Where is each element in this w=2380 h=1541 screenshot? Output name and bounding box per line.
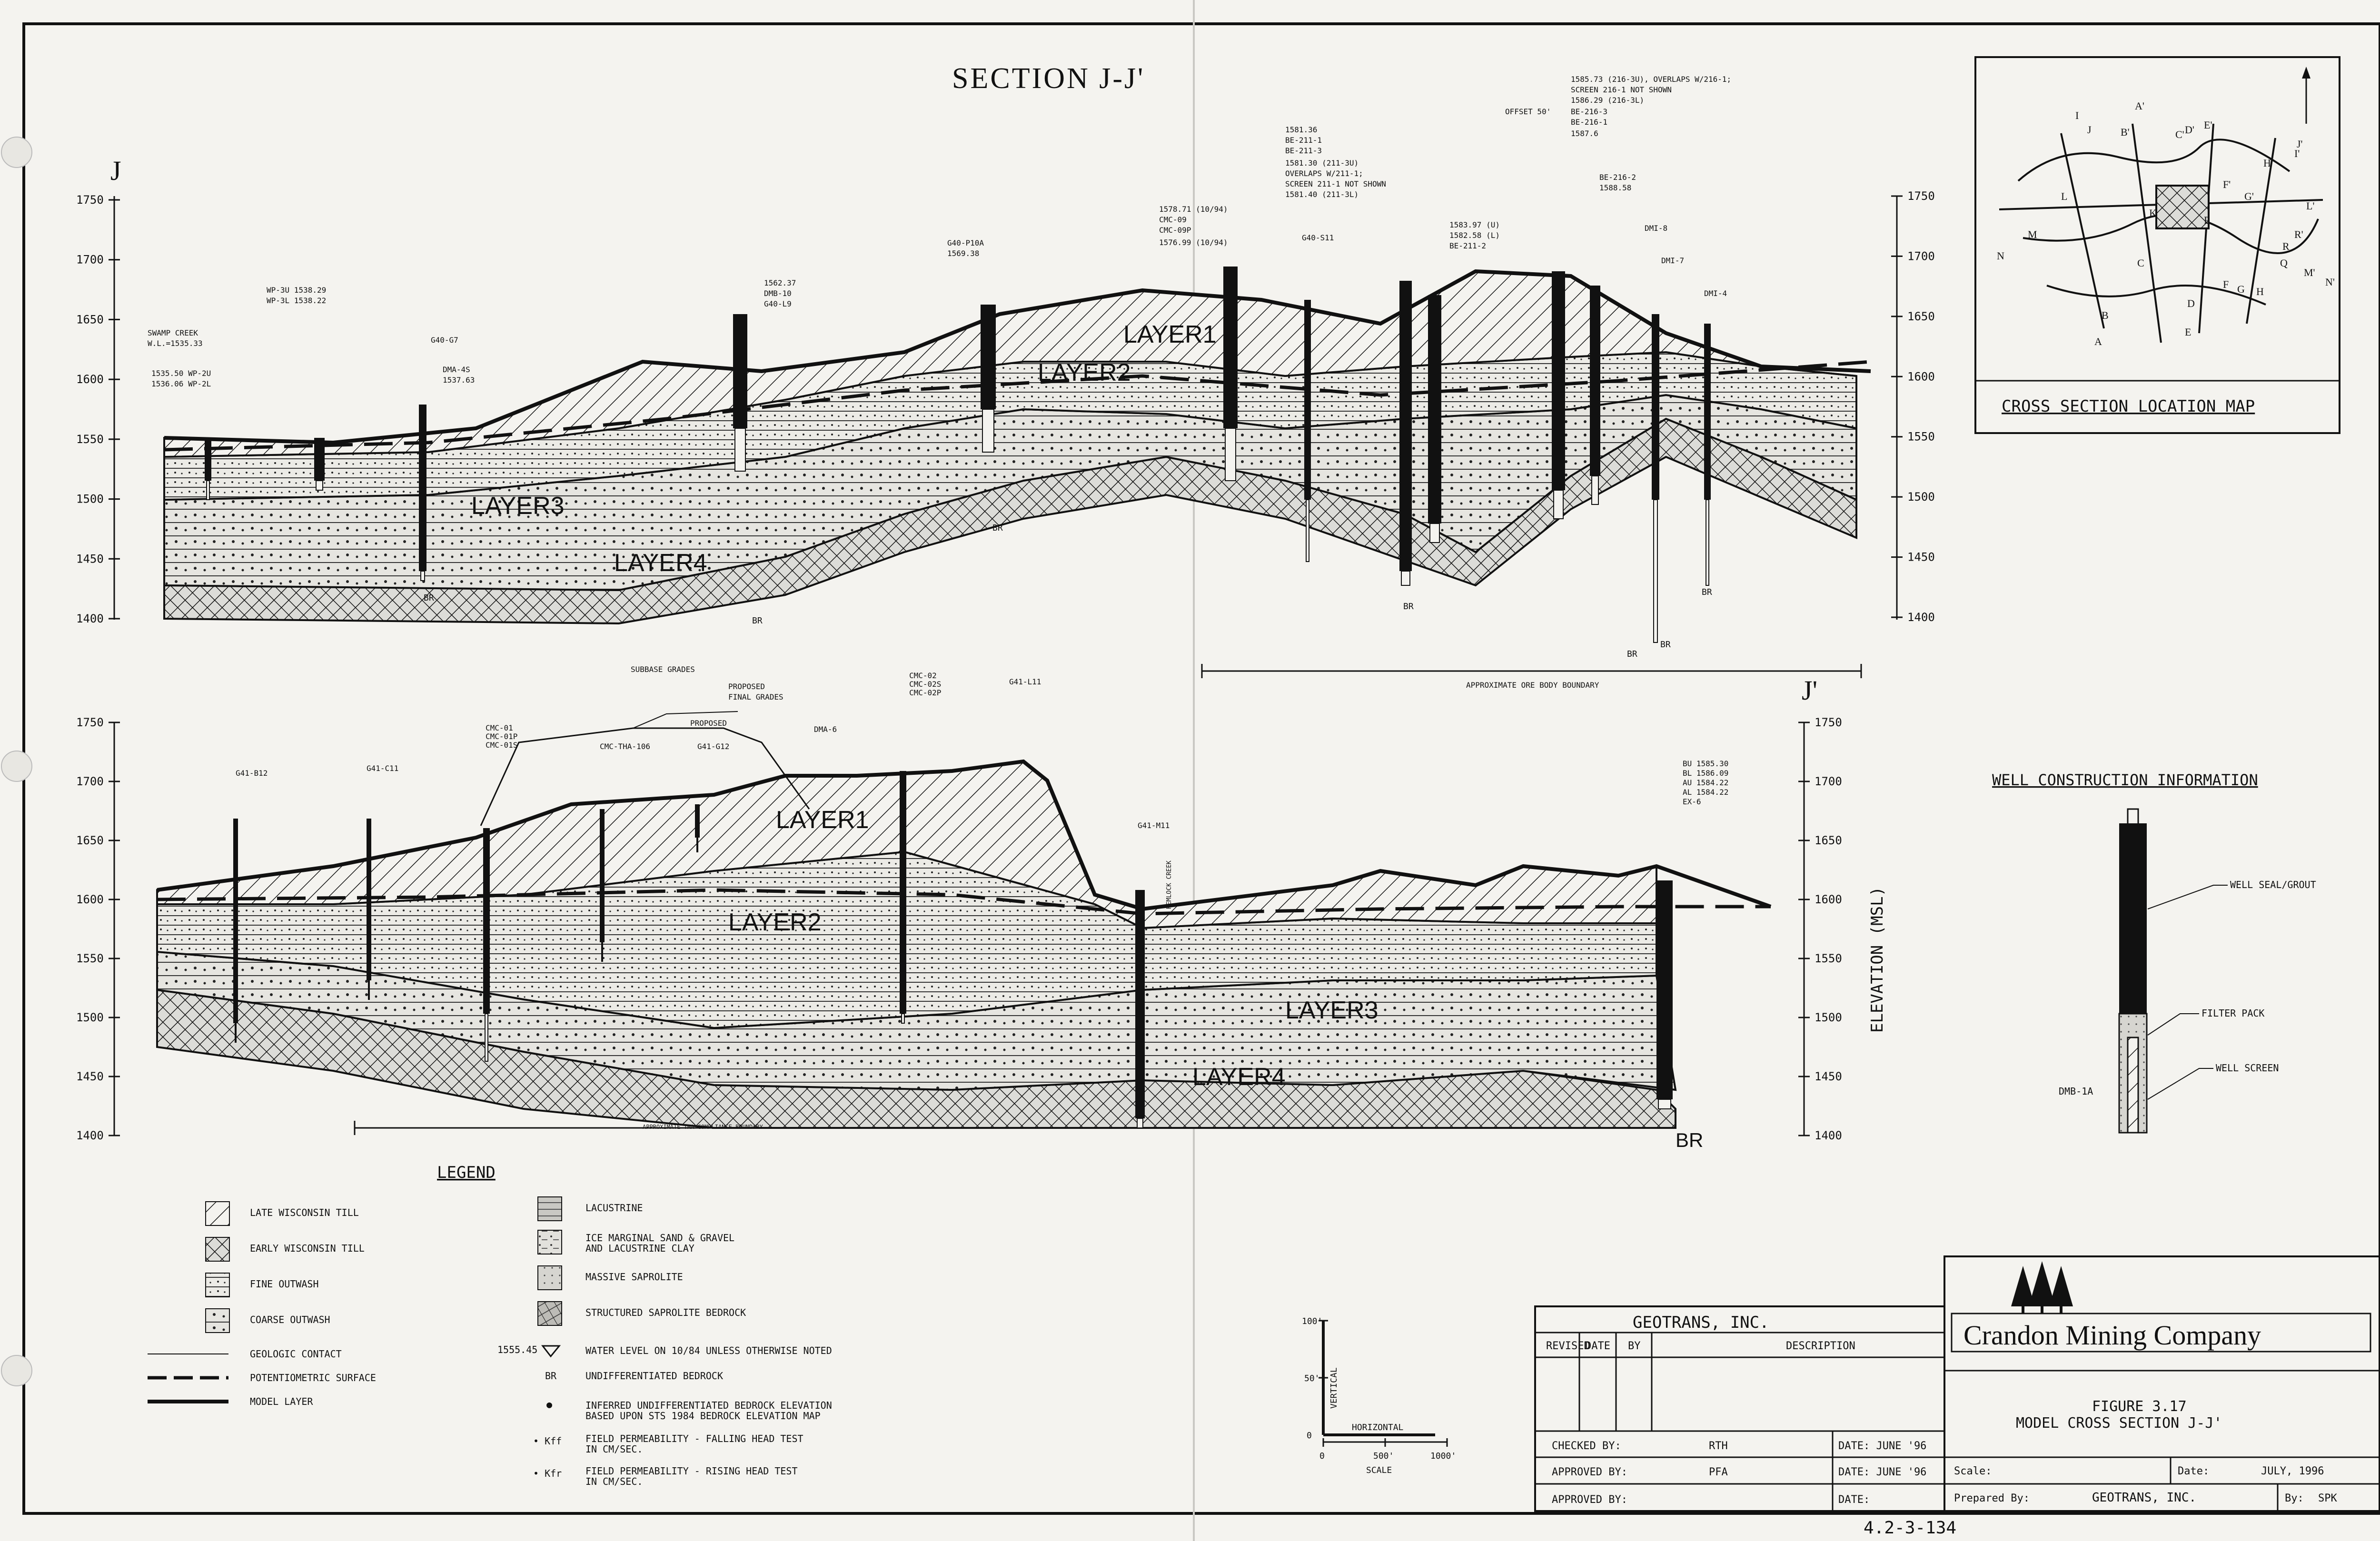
checked-label: CHECKED BY: — [1552, 1440, 1621, 1452]
upper-cross-section — [76, 75, 1935, 690]
elevation-tick-label: 1600 — [76, 373, 104, 386]
well-screen — [902, 1014, 904, 1023]
map-section-letter: J — [2087, 124, 2092, 136]
well-label: CMC-02S — [909, 680, 942, 689]
well-screen — [602, 942, 603, 961]
well-label: 1581.30 (211-3U) — [1285, 158, 1359, 168]
location-map — [1975, 57, 2340, 433]
lower-layer4-label: LAYER4 — [1192, 1063, 1286, 1091]
well-casing — [1590, 286, 1600, 476]
br-label: BR — [1660, 640, 1671, 650]
legend-item: INFERRED UNDIFFERENTIATED BEDROCK ELEVATION — [585, 1400, 832, 1411]
map-section-letter: A' — [2135, 100, 2144, 112]
legend-symbol: BR — [545, 1370, 557, 1382]
map-section-letter: H — [2256, 286, 2264, 297]
by-value: SPK — [2318, 1492, 2337, 1504]
date-label: Date: — [2178, 1465, 2210, 1477]
elevation-tick-label: 1400 — [76, 1129, 104, 1142]
well-label: G40-P10A — [947, 238, 984, 247]
legend-item: ICE MARGINAL SAND & GRAVEL — [585, 1232, 735, 1244]
map-section-letter: N' — [2325, 276, 2335, 288]
well-label: CMC-01S — [486, 741, 518, 750]
checked-date: DATE: JUNE '96 — [1838, 1440, 1927, 1452]
binder-hole — [1, 137, 32, 168]
legend-item: IN CM/SEC. — [585, 1476, 643, 1487]
well-label: AU 1584.22 — [1683, 778, 1729, 787]
br-label: BR — [1676, 1129, 1704, 1151]
legend-title: LEGEND — [437, 1163, 496, 1182]
upper-layer1-label: LAYER1 — [1123, 321, 1217, 348]
well-label: CMC-THA-106 — [600, 742, 650, 751]
filter-pack-label: FILTER PACK — [2202, 1008, 2265, 1019]
map-section-letter: G — [2237, 283, 2245, 295]
well-screen — [1225, 428, 1236, 481]
well-label: SCREEN 211-1 NOT SHOWN — [1285, 179, 1386, 188]
well-label: 1581.40 (211-3L) — [1285, 190, 1359, 199]
location-map-title: CROSS SECTION LOCATION MAP — [2002, 397, 2255, 416]
well-label: WP-3U 1538.29 — [267, 286, 327, 295]
well-casing — [1552, 271, 1565, 490]
well-label: 1535.50 WP-2U — [151, 369, 211, 378]
legend-item: STRUCTURED SAPROLITE BEDROCK — [585, 1307, 746, 1318]
well-casing — [205, 438, 211, 481]
scale-horizontal-tick: 500' — [1373, 1451, 1394, 1461]
section-title: SECTION J-J' — [952, 62, 1145, 95]
well-label: BL 1586.09 — [1683, 769, 1729, 778]
elevation-tick-label: 1650 — [76, 834, 104, 847]
well-label: DMB-10 — [764, 289, 792, 298]
well-label: 1588.58 — [1599, 183, 1632, 192]
figure-number: FIGURE 3.17 — [2092, 1398, 2187, 1415]
elevation-tick-label: 1650 — [76, 313, 104, 326]
elevation-tick-label: 1750 — [76, 193, 104, 207]
well-casing — [314, 438, 325, 481]
well-screen — [1137, 1118, 1143, 1128]
elevation-tick-label: 1550 — [76, 432, 104, 446]
creek-label: HEMLOCK CREEK — [1166, 860, 1173, 909]
legend-symbol: ● — [546, 1399, 553, 1410]
elevation-tick-label: 1650 — [1815, 834, 1842, 847]
approved-date: DATE: JUNE '96 — [1838, 1466, 1927, 1478]
elevation-tick-label: 1750 — [1907, 189, 1935, 203]
well-label: 1578.71 (10/94) — [1159, 205, 1228, 214]
map-section-letter: F' — [2223, 178, 2231, 190]
elevation-tick-label: 1450 — [76, 552, 104, 566]
well-label: DMA-4S — [443, 365, 470, 374]
elevation-tick-label: 1450 — [1907, 550, 1935, 564]
annotation-proposed-2: PROPOSED — [690, 719, 727, 728]
well-label: 1581.36 — [1285, 125, 1318, 134]
legend-item: MODEL LAYER — [250, 1396, 313, 1407]
br-label: BR — [992, 523, 1003, 533]
elevation-axis-title: ELEVATION (MSL) — [1868, 886, 1887, 1033]
well-label: SWAMP CREEK — [148, 328, 198, 337]
map-section-letter: C — [2137, 257, 2144, 269]
elevation-tick-label: 1550 — [1907, 430, 1935, 444]
well-construction-title: WELL CONSTRUCTION INFORMATION — [1992, 771, 2258, 789]
well-screen — [697, 838, 698, 852]
annotation-final-grades: FINAL GRADES — [728, 692, 783, 701]
elevation-tick-label: 1450 — [1815, 1070, 1842, 1083]
well-label: DMA-6 — [814, 725, 837, 734]
map-section-letter: F — [2223, 278, 2229, 290]
checked-value: RTH — [1709, 1440, 1728, 1452]
well-label: BE-211-3 — [1285, 146, 1322, 155]
well-casing — [695, 804, 700, 838]
map-section-letter: I — [2075, 109, 2079, 121]
well-label: CMC-09 — [1159, 215, 1187, 224]
well-screen — [316, 481, 323, 490]
elevation-tick-label: 1500 — [76, 1011, 104, 1024]
elevation-tick-label: 1400 — [1815, 1129, 1842, 1142]
legend-item: UNDIFFERENTIATED BEDROCK — [585, 1370, 723, 1382]
prepared-label: Prepared By: — [1954, 1492, 2030, 1504]
well-casing — [1428, 295, 1441, 524]
well-label: SCREEN 216-1 NOT SHOWN — [1571, 85, 1672, 94]
well-label: EX-6 — [1683, 797, 1701, 806]
tma-boundary-label: APPROXIMATE TMA COMPLIANCE BOUNDARY — [643, 1124, 763, 1130]
well-label: 1569.38 — [947, 249, 980, 258]
legend-item: FIELD PERMEABILITY - RISING HEAD TEST — [585, 1465, 798, 1477]
scale-word: SCALE — [1366, 1465, 1392, 1475]
legend-item: LACUSTRINE — [585, 1202, 643, 1214]
map-section-letter: B' — [2121, 126, 2130, 138]
scale-label: Scale: — [1954, 1465, 1992, 1477]
scale-horizontal-title: HORIZONTAL — [1352, 1422, 1404, 1432]
map-section-letter: L — [2061, 190, 2068, 202]
well-label: 1576.99 (10/94) — [1159, 238, 1228, 247]
well-screen-label: WELL SCREEN — [2216, 1062, 2279, 1074]
well-casing — [1304, 300, 1311, 500]
location-map-roads — [1999, 124, 2323, 343]
title-block — [1535, 1256, 2380, 1511]
legend-item: EARLY WISCONSIN TILL — [250, 1243, 365, 1254]
well-label: CMC-09P — [1159, 226, 1191, 235]
well-casing — [1135, 890, 1145, 1118]
br-label: BR — [1403, 602, 1414, 612]
well-label: BE-216-1 — [1571, 118, 1608, 127]
map-section-letter: G' — [2244, 190, 2254, 202]
map-section-letter: M — [2028, 228, 2037, 240]
elevation-tick-label: 1600 — [1815, 893, 1842, 906]
scale-bar — [1302, 1316, 1456, 1475]
scale-vertical-tick: 100' — [1302, 1316, 1323, 1326]
legend-item: GEOLOGIC CONTACT — [250, 1348, 342, 1360]
annotation-proposed: PROPOSED — [728, 682, 765, 691]
elevation-tick-label: 1700 — [1815, 775, 1842, 788]
well-label: CMC-01P — [486, 732, 518, 741]
legend-item: POTENTIOMETRIC SURFACE — [250, 1372, 376, 1383]
lower-cross-section — [76, 665, 1887, 1151]
well-screen — [982, 409, 994, 452]
well-casing — [1652, 314, 1659, 500]
well-screen — [1401, 571, 1410, 585]
well-screen — [1658, 1099, 1671, 1109]
map-section-letter: R — [2282, 240, 2290, 252]
elevation-tick-label: 1600 — [1907, 370, 1935, 384]
well-label: BE-216-2 — [1599, 173, 1636, 182]
well-label: BU 1585.30 — [1683, 759, 1729, 768]
well-name-label: DMB-1A — [2059, 1086, 2093, 1097]
prepared-value: GEOTRANS, INC. — [2092, 1491, 2197, 1505]
well-label: 1587.6 — [1571, 129, 1598, 138]
map-section-letter: N — [1997, 250, 2004, 262]
legend-item: FINE OUTWASH — [250, 1278, 319, 1290]
well-label: 1562.37 — [764, 278, 796, 287]
br-label: BR — [424, 593, 434, 603]
legend-item: LATE WISCONSIN TILL — [250, 1207, 359, 1218]
map-section-letter: D — [2187, 297, 2195, 309]
legend-item: MASSIVE SAPROLITE — [585, 1271, 683, 1283]
well-label: 1583.97 (U) — [1449, 220, 1500, 229]
well-casing — [233, 819, 238, 1023]
well-label: DMI-7 — [1661, 256, 1685, 265]
revision-header: DESCRIPTION — [1786, 1340, 1855, 1352]
title-firm: GEOTRANS, INC. — [1633, 1313, 1769, 1332]
legend-item: BASED UPON STS 1984 BEDROCK ELEVATION MAP — [585, 1410, 821, 1422]
binder-hole — [1, 1355, 32, 1386]
figure-title: MODEL CROSS SECTION J-J' — [2016, 1415, 2222, 1432]
legend-item: COARSE OUTWASH — [250, 1314, 330, 1325]
legend-item: AND LACUSTRINE CLAY — [585, 1243, 694, 1254]
well-casing — [483, 828, 490, 1014]
map-section-letter: P — [2204, 214, 2210, 226]
well-screen — [485, 1014, 488, 1061]
well-label: OVERLAPS W/211-1; — [1285, 169, 1363, 178]
lower-layer1-label: LAYER1 — [776, 806, 869, 834]
elevation-tick-label: 1450 — [76, 1070, 104, 1083]
well-casing — [1704, 324, 1711, 500]
well-screen — [368, 980, 369, 999]
well-screen — [1554, 490, 1563, 519]
well-screen — [1654, 500, 1657, 642]
well-label: G41-B12 — [236, 769, 268, 778]
well-casing — [1656, 880, 1673, 1099]
well-screen — [1592, 476, 1598, 504]
revision-header: DATE — [1585, 1340, 1610, 1352]
elevation-tick-label: 1650 — [1907, 309, 1935, 323]
revision-header: BY — [1628, 1340, 1641, 1352]
map-section-letter: B — [2102, 309, 2109, 321]
revision-header: REVISED — [1546, 1340, 1590, 1352]
map-section-letter: I' — [2294, 148, 2300, 159]
well-screen — [1306, 500, 1309, 562]
well-construction-info — [1992, 771, 2316, 1133]
section-end-j-prime: J' — [1802, 675, 1818, 706]
scale-vertical-title: VERTICAL — [1329, 1367, 1339, 1409]
elevation-tick-label: 1500 — [1815, 1011, 1842, 1024]
well-label: G40-S11 — [1302, 233, 1334, 242]
well-casing — [600, 809, 605, 942]
scale-vertical-tick: 50' — [1304, 1373, 1320, 1383]
well-label: AL 1584.22 — [1683, 788, 1729, 797]
well-label: DMI-8 — [1645, 224, 1668, 233]
approved-label: APPROVED BY: — [1552, 1466, 1627, 1478]
company-name: Crandon Mining Company — [1964, 1320, 2261, 1351]
elevation-tick-label: 1500 — [1907, 490, 1935, 504]
lower-layer3-label: LAYER3 — [1285, 997, 1378, 1024]
well-label: BE-211-2 — [1449, 241, 1487, 250]
well-label: CMC-01 — [486, 723, 513, 732]
elevation-tick-label: 1550 — [1815, 952, 1842, 965]
lower-layer2-label: LAYER2 — [728, 909, 822, 936]
map-section-letter: R' — [2294, 228, 2303, 240]
legend-symbol: 1555.45 — [497, 1344, 538, 1355]
approved2-label: APPROVED BY: — [1552, 1494, 1627, 1506]
legend-symbol: • Kff — [533, 1435, 562, 1447]
well-casing — [419, 405, 426, 571]
ore-body-boundary-label: APPROXIMATE ORE BODY BOUNDARY — [1466, 681, 1599, 690]
well-casing — [900, 771, 906, 1014]
map-section-letter: E — [2185, 326, 2192, 338]
legend-item: IN CM/SEC. — [585, 1443, 643, 1455]
map-section-letter: E' — [2204, 119, 2212, 131]
well-casing — [1223, 267, 1238, 428]
map-section-letter: Q — [2280, 257, 2288, 269]
elevation-tick-label: 1700 — [1907, 249, 1935, 263]
legend-item: FIELD PERMEABILITY - FALLING HEAD TEST — [585, 1433, 803, 1444]
map-section-letter: A — [2094, 336, 2102, 347]
well-screen — [1706, 500, 1709, 585]
well-screen — [735, 428, 745, 471]
well-screen — [235, 1023, 236, 1042]
legend-symbol: • Kfr — [533, 1468, 562, 1479]
well-label: 1537.63 — [443, 375, 475, 385]
well-label: G41-M11 — [1138, 821, 1170, 830]
elevation-tick-label: 1700 — [76, 253, 104, 267]
map-section-letter: D' — [2185, 124, 2194, 136]
legend — [148, 1163, 832, 1487]
page-number: 4.2-3-134 — [1864, 1518, 1957, 1538]
well-label: G41-C11 — [367, 764, 399, 773]
tree-logo-icon — [2011, 1261, 2073, 1314]
well-label: W.L.=1535.33 — [148, 339, 203, 348]
elevation-tick-label: 1400 — [76, 612, 104, 625]
map-section-letter: J' — [2297, 138, 2303, 150]
map-section-letter: C' — [2175, 128, 2184, 140]
map-section-letter: H' — [2263, 157, 2273, 169]
elevation-tick-label: 1700 — [76, 775, 104, 788]
scale-vertical-tick: 0 — [1307, 1431, 1312, 1441]
well-label: DMI-4 — [1704, 289, 1727, 298]
elevation-tick-label: 1400 — [1907, 611, 1935, 624]
elevation-tick-label: 1500 — [76, 492, 104, 506]
well-label: G40-L9 — [764, 299, 792, 308]
well-screen — [1430, 524, 1439, 543]
by-label: By: — [2285, 1492, 2304, 1504]
well-label: G41-L11 — [1009, 677, 1041, 686]
location-map-site — [2156, 186, 2209, 228]
section-end-j: J — [110, 155, 121, 186]
upper-layer4-label: LAYER4 — [614, 549, 707, 577]
date-value: JULY, 1996 — [2261, 1465, 2324, 1477]
well-label: G41-G12 — [697, 742, 730, 751]
well-casing — [1399, 281, 1412, 571]
elevation-tick-label: 1750 — [1815, 716, 1842, 729]
well-label: 1585.73 (216-3U), OVERLAPS W/216-1; — [1571, 75, 1732, 84]
map-section-letter: M' — [2304, 267, 2315, 278]
br-label: BR — [1627, 649, 1637, 659]
legend-item: WATER LEVEL ON 10/84 UNLESS OTHERWISE NOTED — [585, 1345, 832, 1356]
well-screen — [421, 571, 425, 581]
binder-hole — [1, 751, 32, 781]
well-seal-label: WELL SEAL/GROUT — [2230, 879, 2316, 890]
upper-layer2-label: LAYER2 — [1038, 359, 1131, 386]
well-label: 1586.29 (216-3L) — [1571, 96, 1645, 105]
well-label: 1536.06 WP-2L — [151, 379, 211, 388]
well-label: CMC-02P — [909, 688, 942, 697]
br-label: BR — [752, 616, 763, 626]
approved-value: PFA — [1709, 1466, 1728, 1478]
elevation-tick-label: 1600 — [76, 893, 104, 906]
well-casing — [367, 819, 371, 980]
upper-layer3-label: LAYER3 — [471, 492, 565, 520]
br-label: BR — [1702, 587, 1712, 597]
well-casing — [981, 305, 996, 409]
well-label: CMC-02 — [909, 671, 937, 680]
elevation-tick-label: 1750 — [76, 716, 104, 729]
well-label: OFFSET 50' — [1505, 107, 1551, 116]
map-section-letter: L' — [2306, 200, 2315, 212]
elevation-tick-label: 1550 — [76, 952, 104, 965]
well-label: G40-G7 — [431, 336, 458, 345]
well-casing — [733, 314, 747, 428]
well-label: 1582.58 (L) — [1449, 231, 1500, 240]
scale-horizontal-tick: 1000' — [1430, 1451, 1457, 1461]
scale-horizontal-tick: 0 — [1319, 1451, 1325, 1461]
annotation-subbase-grades: SUBBASE GRADES — [631, 665, 695, 674]
well-screen — [207, 481, 209, 500]
approved2-date: DATE: — [1838, 1494, 1870, 1506]
map-section-letter: K — [2149, 207, 2157, 219]
well-label: WP-3L 1538.22 — [267, 296, 327, 305]
well-label: BE-216-3 — [1571, 107, 1608, 116]
well-label: BE-211-1 — [1285, 136, 1322, 145]
